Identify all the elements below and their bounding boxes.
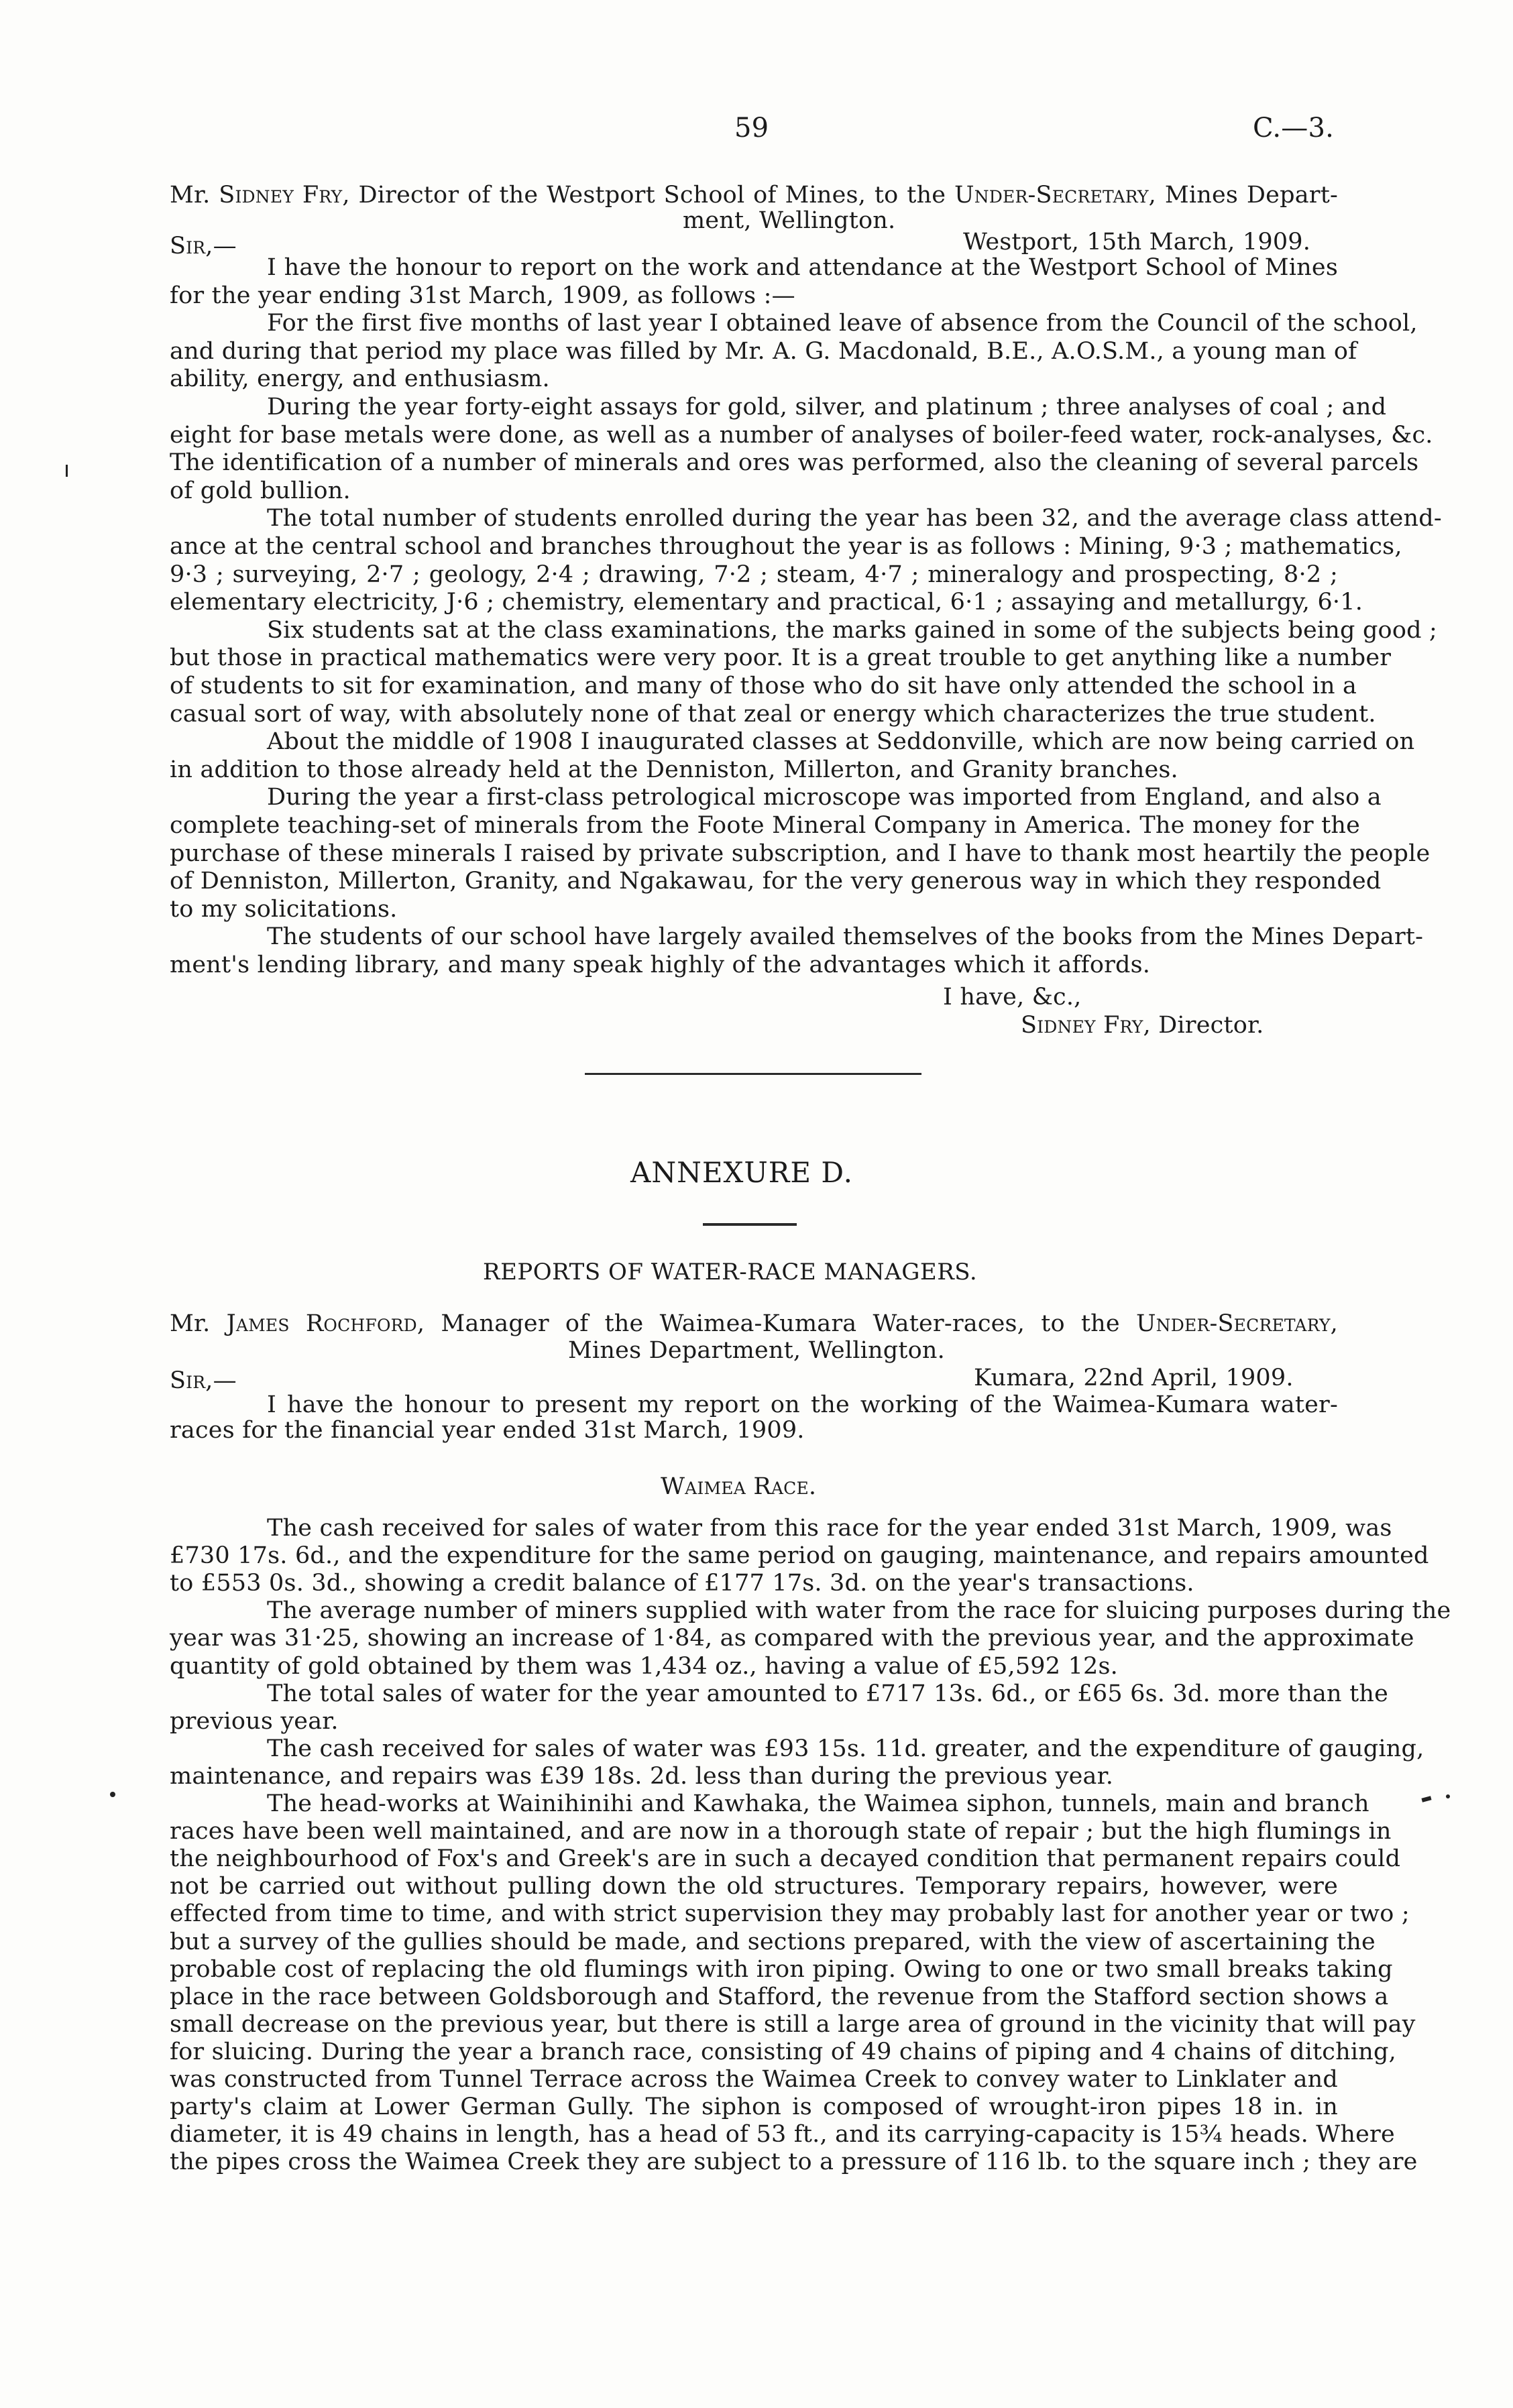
- letter1-place-date: Westport, 15th March, 1909.: [963, 229, 1311, 255]
- body-text-line: purchase of these minerals I raised by private subscription, and I have to thank most heartily the people: [170, 840, 1431, 867]
- letter1-heading-line2: ment, Wellington.: [683, 207, 896, 234]
- margin-dot: [110, 1792, 115, 1797]
- body-text-line: the neighbourhood of Fox's and Greek's are in such a decayed condition that permanent repairs could: [170, 1845, 1401, 1873]
- body-text-line: ability, energy, and enthusiasm.: [170, 365, 550, 393]
- letter1-sender-name: Sidney Fry: [219, 182, 343, 209]
- letter2-recipient-title: Under-Secretary: [1135, 1310, 1331, 1337]
- letter1-heading-pre: Mr.: [170, 182, 219, 209]
- body-text-line: The cash received for sales of water from this race for the year ended 31st March, 1909, was: [267, 1515, 1392, 1542]
- body-text-line: complete teaching-set of minerals from the Foote Mineral Company in America. The money for the: [170, 812, 1361, 839]
- body-text-line: effected from time to time, and with strict supervision they may probably last for another year or two ;: [170, 1900, 1410, 1928]
- letter1-signature-title: , Director.: [1143, 1012, 1264, 1039]
- letter2-heading-mid: , Manager of the Waimea-Kumara Water-races, to the: [416, 1310, 1136, 1337]
- body-text-line: About the middle of 1908 I inaugurated classes at Seddonville, which are now being carried on: [267, 728, 1415, 756]
- body-text-line: previous year.: [170, 1707, 339, 1735]
- document-reference: C.—3.: [1253, 113, 1335, 144]
- page-number: 59: [734, 113, 769, 144]
- letter2-heading-tail: ,: [1330, 1310, 1338, 1337]
- letter2-intro-line: races for the financial year ended 31st March, 1909.: [170, 1417, 805, 1444]
- letter1-closing: I have, &c.,: [943, 984, 1082, 1011]
- body-text-line: the pipes cross the Waimea Creek they are subject to a pressure of 116 lb. to the square inch ; they are: [170, 2148, 1418, 2176]
- body-text-line: casual sort of way, with absolutely none of that zeal or energy which characterizes the true student.: [170, 700, 1376, 728]
- letter2-heading-line2: Mines Department, Wellington.: [568, 1337, 945, 1364]
- letter1-heading-mid: , Director of the Westport School of Mines, to the: [342, 182, 954, 209]
- body-text-line: The total sales of water for the year amounted to £717 13s. 6d., or £65 6s. 3d. more than the: [267, 1680, 1389, 1707]
- letter2-intro-line: I have the honour to present my report on the working of the Waimea-Kumara water-: [267, 1391, 1338, 1418]
- letter1-signature-name: Sidney Fry: [1021, 1012, 1143, 1039]
- body-text-line: The students of our school have largely availed themselves of the books from the Mines Depart-: [267, 923, 1424, 951]
- body-text-line: 9·3 ; surveying, 2·7 ; geology, 2·4 ; drawing, 7·2 ; steam, 4·7 ; mineralogy and prospecting, 8·2 ;: [170, 561, 1338, 588]
- body-text-line: The total number of students enrolled during the year has been 32, and the average class attend-: [267, 505, 1442, 532]
- body-text-line: elementary electricity, J·6 ; chemistry, elementary and practical, 6·1 ; assaying and metallurgy, 6·1.: [170, 589, 1363, 616]
- body-text-line: probable cost of replacing the old flumings with iron piping. Owing to one or two small breaks taking: [170, 1955, 1393, 1983]
- body-text-line: The identification of a number of minerals and ores was performed, also the cleaning of several parcels: [170, 449, 1419, 477]
- letter2-sender-name: James Rochford: [226, 1310, 417, 1337]
- body-text-line: and during that period my place was filled by Mr. A. G. Macdonald, B.E., A.O.S.M., a young man of: [170, 337, 1357, 365]
- body-text-line: During the year a first-class petrological microscope was imported from England, and also a: [267, 784, 1382, 811]
- annexure-title: ANNEXURE D.: [630, 1156, 853, 1189]
- letter2-heading: [170, 1311, 1338, 1336]
- body-text-line: of students to sit for examination, and many of those who do sit have only attended the school in a: [170, 673, 1357, 699]
- letter1-heading-tail: , Mines Depart-: [1148, 182, 1338, 209]
- body-text-line: but a survey of the gullies should be made, and sections prepared, with the view of ascertaining the: [170, 1928, 1376, 1955]
- body-text-line: for the year ending 31st March, 1909, as follows :—: [170, 282, 795, 309]
- body-text-line: not be carried out without pulling down the old structures. Temporary repairs, however, were: [170, 1873, 1338, 1900]
- body-text-line: quantity of gold obtained by them was 1,434 oz., having a value of £5,592 12s.: [170, 1652, 1118, 1680]
- margin-dot: [1421, 1796, 1431, 1802]
- body-text-line: to my solicitations.: [170, 895, 398, 923]
- body-text-line: for sluicing. During the year a branch race, consisting of 49 chains of piping and 4 chains of ditching,: [170, 2038, 1396, 2065]
- body-text-line: place in the race between Goldsborough and Stafford, the revenue from the Stafford section shows a: [170, 1983, 1389, 2010]
- body-text-line: was constructed from Tunnel Terrace across the Waimea Creek to convey water to Linklater and: [170, 2066, 1338, 2093]
- body-text-line: The cash received for sales of water was £93 15s. 11d. greater, and the expenditure of gauging,: [267, 1735, 1424, 1762]
- annexure-subtitle: REPORTS OF WATER-RACE MANAGERS.: [483, 1259, 978, 1285]
- section-heading-waimea-race: Waimea Race.: [661, 1473, 817, 1500]
- body-text-line: £730 17s. 6d., and the expenditure for the same period on gauging, maintenance, and repairs amounted: [170, 1542, 1429, 1570]
- body-text-line: races have been well maintained, and are now in a thorough state of repair ; but the high flumings in: [170, 1818, 1392, 1845]
- body-text-line: The head-works at Wainihinihi and Kawhaka, the Waimea siphon, tunnels, main and branch: [267, 1790, 1369, 1817]
- body-text-line: The average number of miners supplied with water from the race for sluicing purposes during the: [267, 1597, 1451, 1625]
- body-text-line: but those in practical mathematics were very poor. It is a great trouble to get anything like a number: [170, 644, 1392, 672]
- body-text-line: ment's lending library, and many speak highly of the advantages which it affords.: [170, 952, 1151, 978]
- margin-mark: [66, 465, 68, 477]
- body-text-line: ance at the central school and branches throughout the year is as follows : Mining, 9·3 ; mathematics,: [170, 533, 1402, 560]
- letter1-salutation: Sir,—: [170, 233, 237, 260]
- body-text-line: For the first five months of last year I obtained leave of absence from the Council of the school,: [267, 310, 1418, 337]
- body-text-line: small decrease on the previous year, but there is still a large area of ground in the vicinity that will pay: [170, 2010, 1416, 2038]
- letter2-place-date: Kumara, 22nd April, 1909.: [974, 1365, 1294, 1391]
- body-text-line: in addition to those already held at the Denniston, Millerton, and Granity branches.: [170, 756, 1178, 783]
- letter2-heading-pre: Mr.: [170, 1310, 227, 1337]
- body-text-line: diameter, it is 49 chains in length, has a head of 53 ft., and its carrying-capacity is 15¾ heads. Where: [170, 2121, 1395, 2148]
- body-text-line: I have the honour to report on the work and attendance at the Westport School of Mines: [267, 254, 1338, 281]
- letter1-heading: [170, 182, 1338, 208]
- body-text-line: During the year forty-eight assays for gold, silver, and platinum ; three analyses of coal ; and: [267, 394, 1387, 420]
- body-text-line: Six students sat at the class examinations, the marks gained in some of the subjects being good ;: [267, 616, 1438, 644]
- annexure-title-underline: [703, 1223, 797, 1226]
- body-text-line: year was 31·25, showing an increase of 1·84, as compared with the previous year, and the approximate: [170, 1625, 1414, 1652]
- margin-dot: [1446, 1794, 1450, 1798]
- section-divider: [585, 1073, 921, 1075]
- letter1-signature: [1021, 1013, 1264, 1038]
- body-text-line: to £553 0s. 3d., showing a credit balance of £177 17s. 3d. on the year's transactions.: [170, 1570, 1194, 1597]
- body-text-line: of gold bullion.: [170, 477, 351, 504]
- letter2-salutation: Sir,—: [170, 1367, 237, 1394]
- body-text-line: eight for base metals were done, as well as a number of analyses of boiler-feed water, rock-analyses, &c.: [170, 421, 1433, 449]
- letter1-recipient-title: Under-Secretary: [954, 182, 1149, 209]
- body-text-line: maintenance, and repairs was £39 18s. 2d. less than during the previous year.: [170, 1762, 1114, 1790]
- body-text-line: party's claim at Lower German Gully. The siphon is composed of wrought-iron pipes 18 in. in: [170, 2094, 1338, 2121]
- body-text-line: of Denniston, Millerton, Granity, and Ngakawau, for the very generous way in which they responded: [170, 868, 1382, 895]
